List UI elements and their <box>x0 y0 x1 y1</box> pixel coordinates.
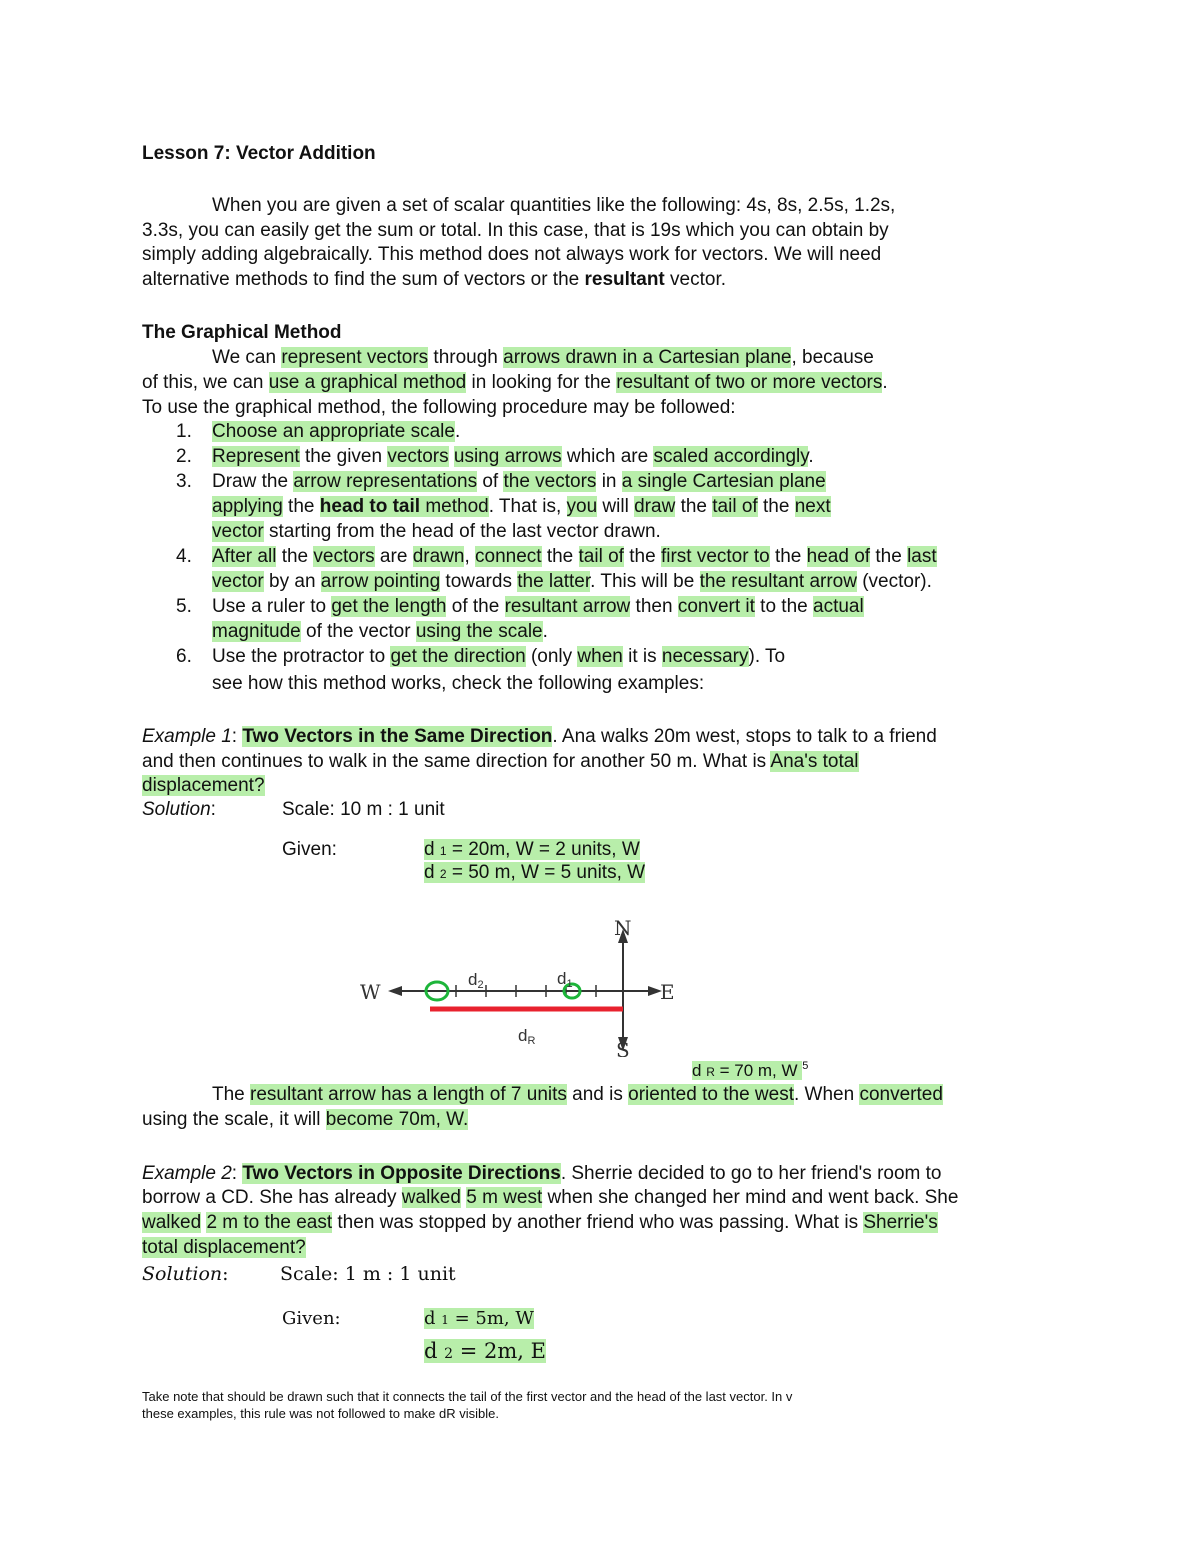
intro-line-1: When you are given a set of scalar quantities like the following: 4s, 8s, 2.5s, 1.2s, <box>212 195 896 216</box>
north-label: N <box>614 916 632 940</box>
page-title: Lesson 7: Vector Addition <box>142 143 376 164</box>
step-3: 3. Draw the arrow representations of the vectors in a single Cartesian plane <box>176 471 826 492</box>
step-4: 4. After all the vectors are drawn, connect the tail of the first vector to the head of the last <box>176 546 937 567</box>
step-5-cont: magnitude of the vector using the scale. <box>212 621 548 642</box>
example-1-line-2: and then continues to walk in the same direction for another 50 m. What is Ana's total <box>142 751 859 772</box>
intro-line-4: alternative methods to find the sum of vectors or the resultant vector. <box>142 269 727 290</box>
section-heading: The Graphical Method <box>142 322 342 343</box>
dr-diagram-label: dR <box>518 1026 536 1047</box>
west-arrowhead <box>388 986 402 996</box>
example-1-given-label: Given: <box>282 839 337 860</box>
example-1-line-3: displacement? <box>142 775 265 796</box>
gm-line-3: To use the graphical method, the following procedure may be followed: <box>142 397 736 418</box>
d2-diagram-label: d2 <box>468 970 484 991</box>
step-6-cont: see how this method works, check the following examples: <box>212 673 705 694</box>
step-6: 6. Use the protractor to get the direction (only when it is necessary). To <box>176 646 786 667</box>
example-1-scale: Scale: 10 m : 1 unit <box>282 799 445 820</box>
example-1-d2: d 2 = 50 m, W = 5 units, W <box>424 862 646 883</box>
east-label: E <box>660 980 675 1004</box>
example-2-solution-label: Solution: <box>142 1263 229 1285</box>
example-2-line-2: borrow a CD. She has already walked 5 m west when she changed her mind and went back. She <box>142 1187 959 1208</box>
example-2-line-3: walked 2 m to the east then was stopped by another friend who was passing. What is Sherrie's <box>142 1212 938 1233</box>
example-1-line-1: Example 1: Two Vectors in the Same Direction. Ana walks 20m west, stops to talk to a friend <box>142 726 937 747</box>
step-5: 5. Use a ruler to get the length of the resultant arrow then convert it to the actual <box>176 596 864 617</box>
example-2-line-4: total displacement? <box>142 1237 306 1258</box>
example-1-solution-label: Solution: <box>142 799 216 820</box>
south-label: S <box>616 1038 630 1057</box>
gm-line-2: of this, we can use a graphical method in looking for the resultant of two or more vectors. <box>142 372 888 393</box>
step-2: 2. Represent the given vectors using arrows which are scaled accordingly. <box>176 446 814 467</box>
step-1: 1. Choose an appropriate scale. <box>176 421 461 442</box>
example-2-d2: d 2 = 2m, E <box>424 1339 546 1363</box>
step-4-cont: vector by an arrow pointing towards the latter. This will be the resultant arrow (vector). <box>212 571 932 592</box>
intro-line-2: 3.3s, you can easily get the sum or total. In this case, that is 19s which you can obtain by <box>142 220 889 241</box>
example-2-given-label: Given: <box>282 1308 341 1329</box>
step-3-cont-2: vector starting from the head of the last vector drawn. <box>212 521 661 542</box>
example-2-d1: d 1 = 5m, W <box>424 1308 534 1329</box>
example-2-line-1: Example 2: Two Vectors in Opposite Directions. Sherrie decided to go to her friend's room to <box>142 1163 942 1184</box>
intro-line-3: simply adding algebraically. This method does not always work for vectors. We will need <box>142 244 882 265</box>
note-line-1: Take note that should be drawn such that it connects the tail of the first vector and the head of the last vector. In v <box>142 1389 793 1404</box>
example-1-conclusion-2: using the scale, it will become 70m, W. <box>142 1109 469 1130</box>
note-line-2: these examples, this rule was not followed to make dR visible. <box>142 1406 499 1421</box>
example-1-result: d R = 70 m, W $^5$ <box>692 1060 809 1080</box>
west-label: W <box>360 980 381 1004</box>
gm-line-1: We can represent vectors through arrows drawn in a Cartesian plane, because <box>212 347 874 368</box>
example-2-scale: Scale: 1 m : 1 unit <box>280 1263 456 1285</box>
step-3-cont-1: applying the head to tail method. That is, you will draw the tail of the next <box>212 496 831 517</box>
example-1-d1: d 1 = 20m, W = 2 units, W <box>424 839 640 860</box>
vector-diagram <box>350 905 700 1057</box>
example-1-conclusion-1: The resultant arrow has a length of 7 units and is oriented to the west. When converted <box>212 1084 943 1105</box>
d1-diagram-label: d1 <box>557 969 573 990</box>
